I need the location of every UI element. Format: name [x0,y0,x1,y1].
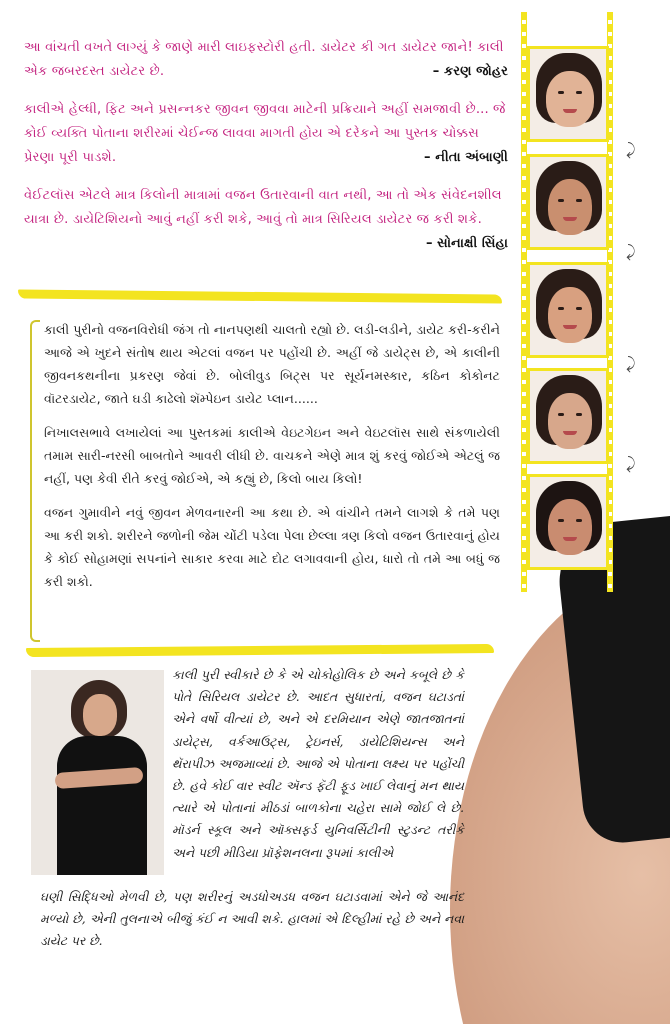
highlight-divider [18,289,502,303]
quote-author: – સોનાક્ષી સિંહા [425,236,508,251]
curved-arrow-icon: ⤸ [626,354,636,373]
endorser-photo [527,368,609,464]
endorser-photo-strip [517,12,615,592]
description-paragraph: કાલી પુરીનો વજનવિરોધી જંગ તો નાનપણથી ચાલતો રહ્યો છે. લડી-લડીને, ડાયેટ કરી-કરીને આજે એ ખુદને સંતોષ થાય એટલાં વજન પર પહોંચી છે. અહીં જે ડાયેટ્સ છે, એ કાલીની જીવનકથનીના પ્રકરણ જેવાં છે. બોલીવુડ બિટ્સ પર સૂર્યનમસ્કાર, કઠિન કોકોનટ વૉટરડાયેટ, જાતે ઘડી કાઢેલો શૅમ્પેઇન ડાયેટ પ્લાન...... [44,322,500,406]
endorser-photo [527,154,609,250]
description-paragraph: વજન ગુમાવીને નવું જીવન મેળવનારની આ કથા છે. એ વાંચીને તમને લાગશે કે તમે પણ આ કરી શકો. શરીરને જળોની જેમ ચોંટી પડેલા પેલા છેલ્લા ત્રણ કિલો વજન ઉતારવાનું હોય કે કોઈ સોહામણાં સપનાંને સાકાર કરવા માટે દોટ લગાવવાની હોય, ધારો તો તમે આ બધું જ કરી શકો. [44,505,500,589]
quote-text: વેઈટલૉસ એટલે માત્ર કિલોની માત્રામાં વજન ઉતારવાની વાત નથી, આ તો એક સંવેદનશીલ યાત્રા છે. ડાયેટિશિયનો આવું નહીં કરી શકે, આવું તો માત્ર સિરિયલ ડાયેટર જ કરી શકે. [24,188,502,227]
quote-text: આ વાંચતી વખતે લાગ્યું કે જાણે મારી લાઇફસ્ટોરી હતી. ડાયેટર કી ગત ડાયેટર જાને! કાલી એક જબરદસ્ત ડાયેટર છે. [24,40,504,79]
quote-author: – કરણ જોહર [432,64,508,79]
book-description [44,318,500,604]
author-bio-continued: ઘણી સિદ્ધિઓ મેળવી છે, પણ શરીરનું અડધોઅડધ વજન ઘટાડવામાં એને જે આનંદ મળ્યો છે, એની તુલનાએ બીજું કંઈ ન આવી શકે. હાલમાં એ દિલ્હીમાં રહે છે અને નવા ડાયેટ પર છે. [40,890,464,949]
author-bio: કાલી પુરી સ્વીકારે છે કે એ ચોકોહોલિક છે અને કબૂલે છે કે પોતે સિરિયલ ડાયેટર છે. આદત સુધારતાં, વજન ઘટાડતાં એને વર્ષો વીત્યાં છે, અને એ દરમિયાન એણે જાતજાતનાં ડાયેટ્સ, વર્કઆઉટ્સ, ટ્રેઇનર્સ, ડાયેટિશિયન્સ અને થૅરાપીઝ અજમાવ્યાં છે. આજે એ પોતાના લક્ષ્ય પર પહોંચી છે. હવે કોઈ વાર સ્વીટ ઍન્ડ ફૅટી ફૂડ ખાઈ લેવાનું મન થાય ત્યારે એ પોતાનાં મીઠડાં બાળકોના ચહેરા સામે જોઈ લે છે. મૉડર્ન સ્કૂલ અને ઑક્સફર્ડ યુનિવર્સિટીની સ્ટુડન્ટ તરીકે અને પછી મીડિયા પ્રૉફેશનલના રૂપમાં કાલીએ [172,668,464,860]
endorser-photo [527,474,609,570]
highlight-divider [26,644,494,657]
curved-arrow-icon: ⤸ [626,454,636,473]
curved-arrow-icon: ⤸ [626,242,636,261]
endorsement-quote [24,184,508,256]
quote-author: – નીતા અંબાણી [424,150,508,165]
curved-arrow-icon: ⤸ [626,140,636,159]
endorsements [24,36,508,270]
endorsement-quote [24,36,508,84]
endorser-photo [527,262,609,358]
description-paragraph: નિખાલસભાવે લખાયેલાં આ પુસ્તકમાં કાલીએ વેઇટગેઇન અને વેઇટલૉસ સાથે સંકળાયેલી તમામ સારી-નરસી બાબતોને આવરી લીધી છે. વાચકને એણે માત્ર શું કરવું જોઈએ એટલું જ નહીં, પણ કેવી રીતે કરવું જોઈએ, એ કહ્યું છે, કિલો બાય કિલો! [44,425,500,486]
endorser-photo [527,46,609,142]
endorsement-quote [24,98,508,170]
bracket-decoration [30,320,40,642]
quote-text: કાલીએ હેલ્ધી, ફિટ અને પ્રસન્નકર જીવન જીવવા માટેની પ્રક્રિયાને અહીં સમજાવી છે... જે કોઈ વ્યક્તિ પોતાના શરીરમાં ચેઈન્જ લાવવા માગતી હોય એ દરેકને આ પુસ્તક ચોક્કસ પ્રેરણા પૂરી પાડશે. [24,102,506,165]
author-photo [31,670,164,875]
